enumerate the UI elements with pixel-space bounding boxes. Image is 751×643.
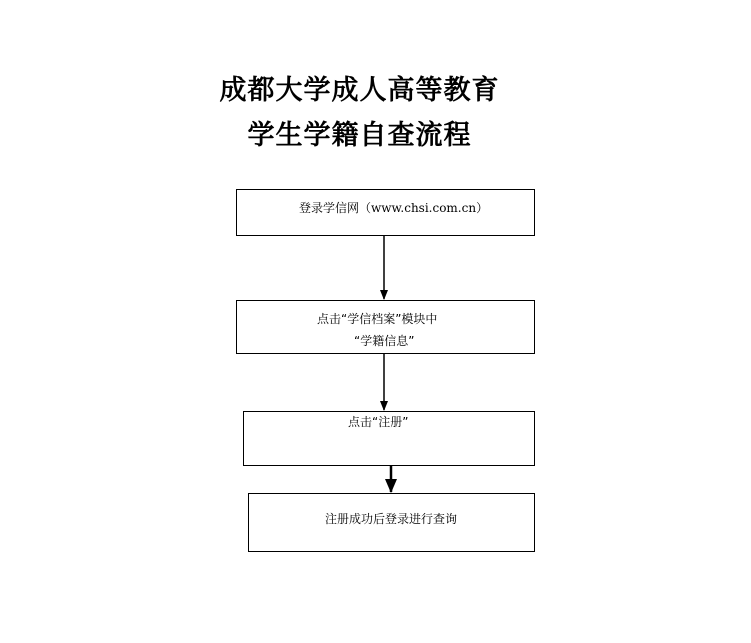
step-1-url: www.chsi.com.cn (371, 201, 477, 215)
title-line-1: 成都大学成人高等教育 (219, 75, 500, 106)
step-1-label (299, 200, 488, 216)
step-3-register-box (243, 411, 535, 466)
step-4-query-box (248, 493, 535, 552)
step-4-label: 注册成功后登录进行查询 (325, 512, 458, 526)
step-1-label-prefix: 登录学信网（ (299, 201, 372, 215)
step-2-label-line-2: “学籍信息” (354, 334, 415, 348)
step-3-label: 点击“注册” (348, 415, 409, 429)
title-line-2: 学生学籍自查流程 (247, 120, 472, 151)
step-2-label-line-1: 点击“学信档案”模块中 (317, 312, 438, 326)
step-2-archive-box (236, 300, 535, 354)
step-1-login-box (236, 189, 535, 236)
step-1-label-suffix: ） (476, 201, 489, 215)
